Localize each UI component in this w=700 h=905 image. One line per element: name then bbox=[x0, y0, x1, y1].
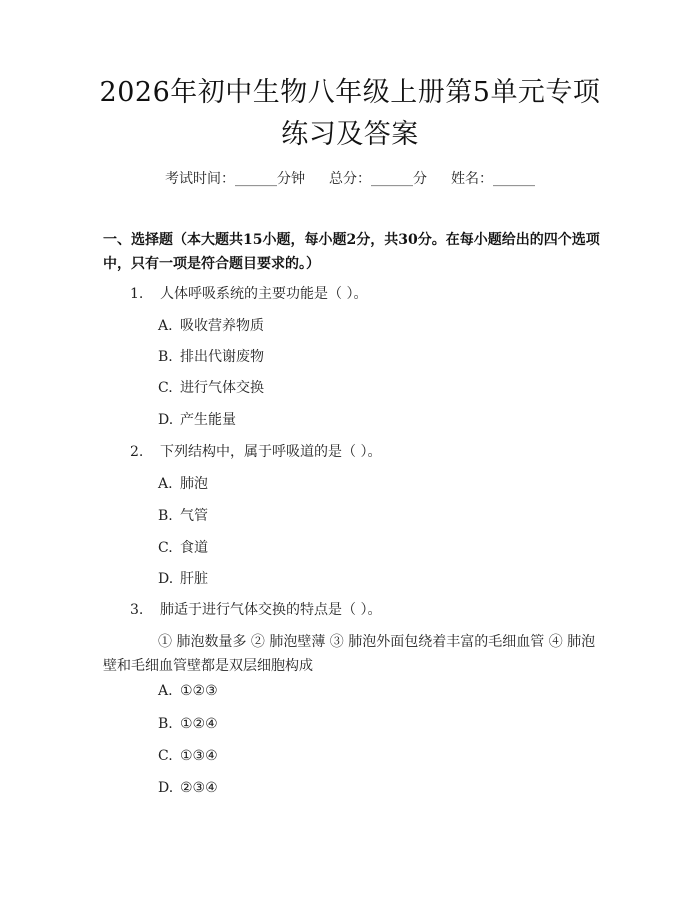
option-text: 排出代谢废物 bbox=[180, 349, 264, 365]
option-text: 肺泡 bbox=[180, 476, 208, 492]
option-text: ②③④ bbox=[180, 780, 218, 796]
option-2a bbox=[158, 473, 208, 493]
option-letter: C. bbox=[158, 380, 173, 396]
option-2b bbox=[158, 505, 208, 525]
question-number: 1. bbox=[130, 286, 144, 302]
exam-info-line bbox=[0, 168, 700, 188]
option-letter: C. bbox=[158, 540, 173, 556]
option-letter: A. bbox=[158, 476, 173, 492]
section-heading: 一、选择题（本大题共15小题，每小题2分，共30分。在每小题给出的四个选项中，只有一项是符合题目要求的。） bbox=[103, 232, 600, 272]
option-text: 进行气体交换 bbox=[180, 380, 264, 396]
option-text: 食道 bbox=[180, 540, 208, 556]
question-number: 3. bbox=[130, 602, 144, 618]
question-1 bbox=[130, 283, 367, 303]
option-2c bbox=[158, 537, 208, 557]
option-text: 吸收营养物质 bbox=[180, 318, 264, 334]
student-name-field: 姓名：______ bbox=[451, 171, 535, 187]
option-letter: C. bbox=[158, 748, 173, 764]
question-number: 2. bbox=[130, 444, 144, 460]
option-text: ①②③ bbox=[180, 683, 218, 699]
option-3d bbox=[158, 780, 218, 796]
option-letter: B. bbox=[158, 349, 173, 365]
option-letter: D. bbox=[158, 780, 174, 796]
question-3-statement: ① 肺泡数量多 ② 肺泡壁薄 ③ 肺泡外面包绕着丰富的毛细血管 ④ 肺泡壁和毛细血管壁都是双层细胞构成 bbox=[103, 634, 596, 674]
option-1c bbox=[158, 377, 264, 397]
option-3a bbox=[158, 683, 218, 699]
option-1a bbox=[158, 315, 264, 335]
page-title: 2026年初中生物八年级上册第5单元专项练习及答案 bbox=[99, 77, 601, 150]
option-text: ①③④ bbox=[180, 748, 218, 764]
question-text: 肺适于进行气体交换的特点是（ ）。 bbox=[160, 602, 382, 618]
option-text: 产生能量 bbox=[180, 412, 236, 428]
exam-time-field: 考试时间：______分钟 bbox=[165, 171, 305, 187]
option-letter: A. bbox=[158, 683, 173, 699]
option-text: ①②④ bbox=[180, 716, 218, 732]
option-letter: B. bbox=[158, 508, 173, 524]
option-3c bbox=[158, 748, 218, 764]
question-3 bbox=[130, 599, 381, 619]
option-3b bbox=[158, 716, 218, 732]
question-2 bbox=[130, 441, 381, 461]
option-text: 气管 bbox=[180, 508, 208, 524]
option-letter: D. bbox=[158, 571, 174, 587]
option-1b bbox=[158, 346, 264, 366]
option-letter: B. bbox=[158, 716, 173, 732]
option-letter: D. bbox=[158, 412, 174, 428]
option-letter: A. bbox=[158, 318, 173, 334]
option-text: 肝脏 bbox=[180, 571, 208, 587]
question-text: 下列结构中，属于呼吸道的是（ ）。 bbox=[160, 444, 382, 460]
total-score-field: 总分：______分 bbox=[329, 171, 427, 187]
option-1d bbox=[158, 409, 236, 429]
option-2d bbox=[158, 568, 208, 588]
question-text: 人体呼吸系统的主要功能是（ ）。 bbox=[160, 286, 368, 302]
